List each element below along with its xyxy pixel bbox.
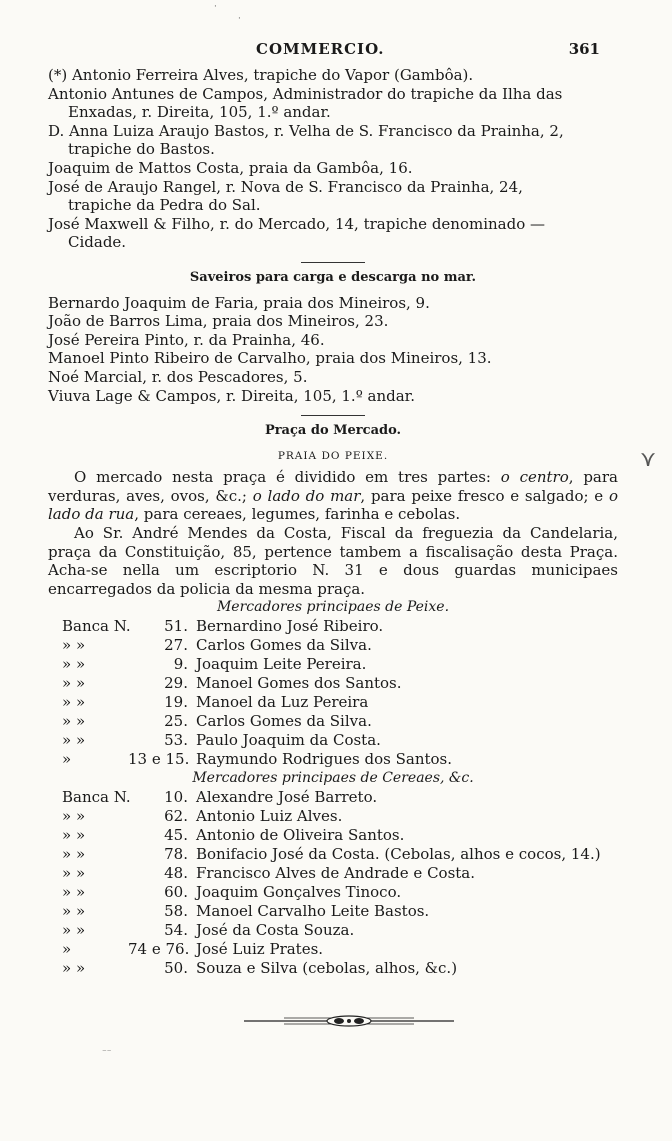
banca-number: 25. (164, 712, 188, 731)
praca-heading: Praça do Mercado. (264, 423, 402, 439)
saveiros-heading: Saveiros para carga e descarga no mar. (189, 269, 477, 285)
banca-number: 62. (164, 806, 188, 825)
merchant-name: Carlos Gomes da Silva. (196, 712, 372, 731)
praca-paragraph-2: Ao Sr. André Mendes da Costa, Fiscal da freguezia da Candelaria, praça da Constituição, 85, pertence tambem a fiscalisação desta Praça. Acha-se nella um escriptorio N. 31 e dous guardas municipaes encarregados da policia da mesma praça. (48, 524, 618, 598)
banca-prefix: Banca N. (62, 787, 131, 806)
merchant-name: José da Costa Souza. (196, 920, 355, 939)
banca-number: 58. (164, 901, 188, 920)
banca-prefix: » » (62, 674, 86, 693)
banca-row (62, 674, 618, 693)
merchant-name: Carlos Gomes da Silva. (196, 636, 372, 655)
cereaes-list (48, 788, 618, 978)
banca-row (62, 636, 618, 655)
saveiro-line: Manoel Pinto Ribeiro de Carvalho, praia dos Mineiros, 13. (48, 349, 492, 368)
trapiche-line: trapiche do Bastos. (68, 140, 215, 159)
banca-prefix: » » (62, 825, 86, 844)
banca-row (62, 788, 618, 807)
praca-subheading: PRAIA DO PEIXE. (277, 449, 389, 462)
banca-row (62, 731, 618, 750)
saveiro-line: Noé Marcial, r. dos Pescadores, 5. (48, 367, 308, 386)
banca-row (62, 712, 618, 731)
banca-number: 50. (164, 958, 188, 977)
banca-number: 53. (164, 731, 188, 750)
merchant-name: Antonio Luiz Alves. (196, 806, 343, 825)
para1-text-a: O mercado nesta praça é dividido em tres partes: (74, 468, 501, 487)
merchant-name: Joaquim Gonçalves Tinoco. (196, 882, 402, 901)
print-speck: ⁻⁻ (102, 1048, 112, 1058)
merchant-name: José Luiz Prates. (196, 939, 324, 958)
merchant-name: Souza e Silva (cebolas, alhos, &c.) (196, 958, 458, 977)
banca-row (62, 883, 618, 902)
trapiche-line: Cidade. (68, 233, 127, 252)
banca-number: 51. (164, 617, 188, 636)
banca-number: 48. (164, 863, 188, 882)
peixe-heading: Mercadores principaes de Peixe. (216, 599, 450, 616)
banca-row (62, 902, 618, 921)
merchant-name: Manoel Carvalho Leite Bastos. (196, 901, 430, 920)
banca-prefix: » » (62, 901, 86, 920)
banca-row (62, 750, 618, 769)
merchant-name: Manoel Gomes dos Santos. (196, 674, 402, 693)
merchant-name: Manoel da Luz Pereira (196, 693, 369, 712)
banca-prefix: » » (62, 958, 86, 977)
merchant-name: Bonifacio José da Costa. (Cebolas, alhos e cocos, 14.) (196, 844, 601, 863)
banca-row (62, 807, 618, 826)
banca-prefix: Banca N. (62, 617, 131, 636)
banca-row (62, 959, 618, 978)
banca-prefix: » » (62, 655, 86, 674)
page-number: 361 (568, 40, 600, 58)
banca-number: 13 e 15. (128, 750, 190, 769)
banca-prefix: » » (62, 731, 86, 750)
trapiche-line: Antonio Antunes de Campos, Administrador do trapiche da Ilha das (48, 84, 563, 103)
banca-prefix: » » (62, 712, 86, 731)
banca-prefix: » (62, 939, 72, 958)
banca-prefix: » » (62, 693, 86, 712)
banca-number: 9. (173, 655, 188, 674)
margin-check-mark: ⋎ (640, 447, 657, 472)
banca-row (62, 921, 618, 940)
para1-text-g: , para cereaes, legumes, farinha e cebolas. (134, 505, 461, 524)
banca-number: 54. (164, 920, 188, 939)
banca-prefix: » » (62, 844, 86, 863)
para1-lado-mar: o lado do mar (252, 486, 361, 505)
tailpiece-ornament (244, 1014, 454, 1028)
trapiche-line: José de Araujo Rangel, r. Nova de S. Francisco da Prainha, 24, (48, 177, 523, 196)
banca-row (62, 617, 618, 636)
saveiro-line: Viuva Lage & Campos, r. Direita, 105, 1.º andar. (48, 386, 415, 405)
saveiros-list (48, 294, 618, 406)
banca-row (62, 845, 618, 864)
merchant-name: Francisco Alves de Andrade e Costa. (196, 863, 476, 882)
banca-prefix: » » (62, 806, 86, 825)
merchant-name: Antonio de Oliveira Santos. (196, 825, 405, 844)
banca-row (62, 864, 618, 883)
merchant-name: Bernardino José Ribeiro. (196, 617, 384, 636)
merchant-name: Joaquim Leite Pereira. (196, 655, 367, 674)
banca-prefix: » » (62, 636, 86, 655)
header-title: COMMERCIO. (256, 40, 385, 58)
section-divider (301, 262, 365, 263)
saveiro-line: José Pereira Pinto, r. da Prainha, 46. (48, 330, 325, 349)
banca-row (62, 655, 618, 674)
praca-paragraph-1 (48, 468, 618, 524)
banca-number: 78. (164, 844, 188, 863)
print-speck: · (238, 14, 241, 24)
saveiro-line: João de Barros Lima, praia dos Mineiros, 23. (48, 312, 389, 331)
trapiche-line: Joaquim de Mattos Costa, praia da Gambôa, 16. (48, 158, 413, 177)
banca-number: 74 e 76. (128, 939, 190, 958)
trapiche-line: (*) Antonio Ferreira Alves, trapiche do Vapor (Gambôa). (48, 66, 474, 84)
merchant-name: Raymundo Rodrigues dos Santos. (196, 750, 453, 769)
para1-lado-rua: o lado da rua (48, 486, 618, 524)
section-divider (301, 415, 365, 416)
banca-prefix: » » (62, 863, 86, 882)
banca-number: 60. (164, 882, 188, 901)
banca-number: 29. (164, 674, 188, 693)
trapiche-line: D. Anna Luiza Araujo Bastos, r. Velha de S. Francisco da Prainha, 2, (48, 121, 564, 140)
cereaes-heading: Mercadores principaes de Cereaes, &c. (192, 770, 474, 787)
trapiche-line: José Maxwell & Filho, r. do Mercado, 14, trapiche denominado — (48, 214, 546, 233)
banca-prefix: » » (62, 882, 86, 901)
banca-row (62, 693, 618, 712)
banca-number: 27. (164, 636, 188, 655)
para1-text-e: , para peixe fresco e salgado; e (360, 486, 609, 505)
banca-row (62, 826, 618, 845)
running-header (0, 40, 672, 62)
peixe-list (48, 617, 618, 769)
trapiche-line: trapiche da Pedra do Sal. (68, 196, 261, 215)
banca-number: 19. (164, 693, 188, 712)
print-speck: · (214, 2, 217, 12)
banca-number: 10. (164, 787, 188, 806)
para1-text-c: , para verduras, aves, ovos, &c.; (48, 468, 618, 505)
para1-centro: o centro (500, 468, 569, 487)
banca-number: 45. (164, 825, 188, 844)
trapiches-list (48, 66, 618, 252)
merchant-name: Alexandre José Barreto. (196, 787, 378, 806)
banca-row (62, 940, 618, 959)
main-text (48, 66, 618, 978)
saveiro-line: Bernardo Joaquim de Faria, praia dos Mineiros, 9. (48, 293, 430, 312)
merchant-name: Paulo Joaquim da Costa. (196, 731, 381, 750)
trapiche-line: Enxadas, r. Direita, 105, 1.º andar. (68, 103, 331, 122)
banca-prefix: » (62, 750, 72, 769)
banca-prefix: » » (62, 920, 86, 939)
